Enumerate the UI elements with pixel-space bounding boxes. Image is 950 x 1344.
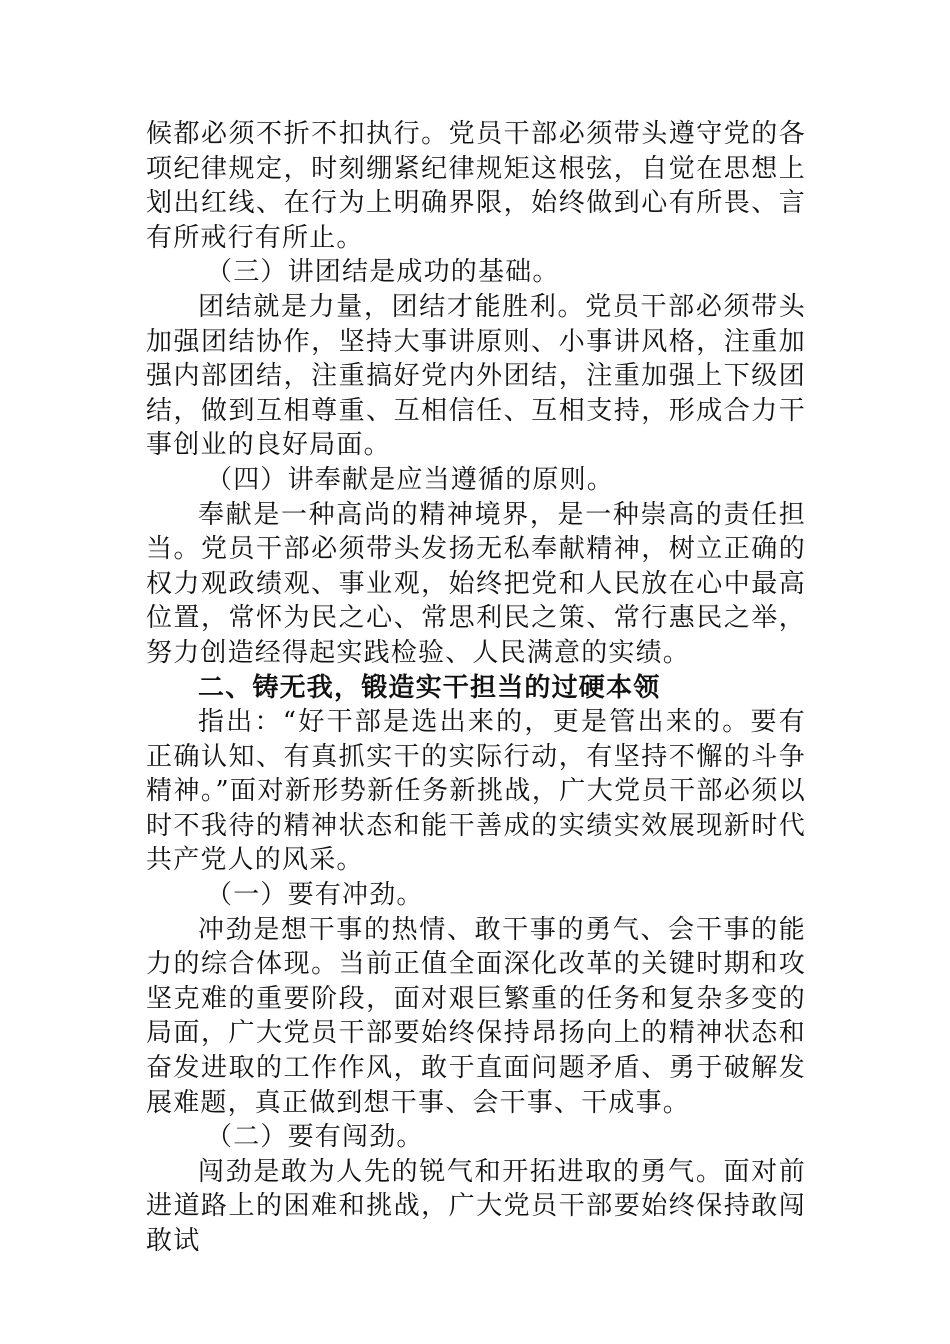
section-heading-two: 二、铸无我，锻造实干担当的过硬本领 <box>198 672 661 703</box>
subheading-pioneering: （二）要有闯劲。 <box>206 1122 424 1153</box>
subheading-unity: （三）讲团结是成功的基础。 <box>206 257 560 288</box>
paragraph-unity: 团结就是力量，团结才能胜利。党员干部必须带头加强团结协作，坚持大事讲原则、小事讲风格，注重加强内部团结，注重搞好党内外团结，注重加强上下级团结，做到互相尊重、互相信任、互相支持，形成合力干事创业的良好局面。 <box>146 291 806 461</box>
subheading-drive: （一）要有冲劲。 <box>206 880 424 911</box>
subheading-dedication: （四）讲奉献是应当遵循的原则。 <box>206 464 615 495</box>
paragraph-discipline-cont: 候都必须不折不扣执行。党员干部必须带头遵守党的各项纪律规定，时刻绷紧纪律规矩这根弦，自觉在思想上划出红线、在行为上明确界限，始终做到心有所畏、言有所戒行有所止。 <box>146 119 806 253</box>
paragraph-section-two-intro: 指出：“好干部是选出来的，更是管出来的。要有正确认知、有真抓实干的实际行动，有坚持不懈的斗争精神。”面对新形势新任务新挑战，广大党员干部必须以时不我待的精神状态和能干善成的实绩实效展现新时代共产党人的风采。 <box>146 707 806 876</box>
document-body <box>146 117 806 1259</box>
paragraph-pioneering: 闯劲是敢为人先的锐气和开拓进取的勇气。面对前进道路上的困难和挑战，广大党员干部要始终保持敢闯敢试 <box>146 1156 806 1256</box>
paragraph-dedication: 奉献是一种高尚的精神境界，是一种崇高的责任担当。党员干部必须带头发扬无私奉献精神，树立正确的权力观政绩观、事业观，始终把党和人民放在心中最高位置，常怀为民之心、常思利民之策、常行惠民之举，努力创造经得起实践检验、人民满意的实绩。 <box>146 499 806 668</box>
paragraph-drive: 冲劲是想干事的热情、敢干事的勇气、会干事的能力的综合体现。当前正值全面深化改革的关键时期和攻坚克难的重要阶段，面对艰巨繁重的任务和复杂多变的局面，广大党员干部要始终保持昂扬向上的精神状态和奋发进取的工作作风，敢于直面问题矛盾、勇于破解发展难题，真正做到想干事、会干事、干成事。 <box>146 914 806 1118</box>
